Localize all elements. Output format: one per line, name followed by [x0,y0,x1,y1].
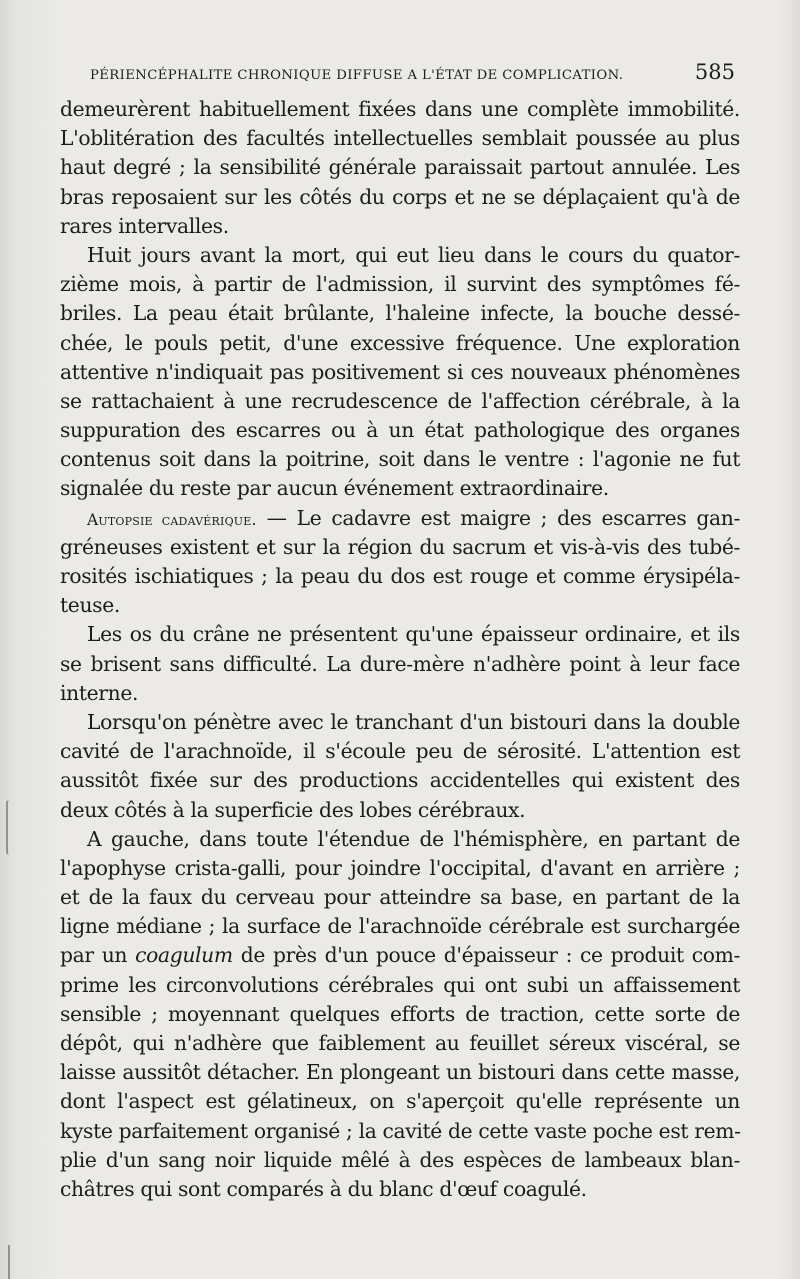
line-text: contenus soit dans la poitrine, soit dans le ventre : l'agonie ne fut [60,447,740,472]
line-text: signalée du reste par aucun événement extraordinaire. [60,476,609,501]
text-line [60,679,740,708]
text-line [60,1058,740,1087]
line-text: Les os du crâne ne présentent qu'une épaisseur ordinaire, et ils [87,622,740,647]
line-text: L'oblitération des facultés intellectuelles semblait poussée au plus [60,126,740,151]
line-text: dépôt, qui n'adhère que faiblement au feuillet séreux viscéral, se [60,1031,740,1055]
page-number: 585 [694,60,735,84]
text-line [60,1146,740,1175]
line-lead: par un [60,943,136,968]
text-line [60,416,740,445]
text-line [60,854,740,883]
text-line [60,737,740,766]
line-text: rares intervalles. [60,213,229,238]
text-line [60,504,740,533]
line-text: sensible ; moyennant quelques efforts de traction, cette sorte de [60,1001,740,1026]
text-line [60,650,740,679]
line-text: aussitôt fixée sur des productions accidentelles qui existent des [60,768,740,793]
line-text: et de la faux du cerveau pour atteindre sa base, en partant de la [60,885,740,910]
line-text: zième mois, à partir de l'admission, il survint des symptômes fé- [60,272,740,297]
text-line [60,1029,740,1058]
line-text: bras reposaient sur les côtés du corps et ne se déplaçaient qu'à de [60,184,740,209]
text-line [60,941,740,970]
text-line [60,153,740,182]
line-text: demeurèrent habituellement fixées dans une complète immobilité. [60,97,740,121]
line-text: interne. [60,680,139,705]
line-text: suppuration des escarres ou à un état pathologique des organes [60,418,740,443]
margin-mark [6,800,12,855]
text-line [60,387,740,416]
italic-term: coagulum [135,943,233,968]
text-line [60,1117,740,1146]
text-line [60,95,740,124]
text-line [60,358,740,387]
line-text: haut degré ; la sensibilité générale paraissait partout annulée. Les [60,155,740,180]
text-line [60,591,740,620]
text-line [60,620,740,649]
text-line [60,329,740,358]
line-text: — Le cadavre est maigre ; des escarres gan- [266,505,740,530]
line-text: briles. La peau était brûlante, l'haleine infecte, la bouche dessé- [60,301,740,326]
text-line [60,1000,740,1029]
text-line [60,1087,740,1116]
text-line [60,708,740,737]
text-line [60,299,740,328]
line-text: Lorsqu'on pénètre avec le tranchant d'un bistouri dans la double [87,709,740,734]
body-text [60,95,740,1204]
line-text: dont l'aspect est gélatineux, on s'aperçoit qu'elle représente un [60,1089,740,1114]
line-text: chée, le pouls petit, d'une excessive fréquence. Une exploration [60,330,740,355]
text-line [60,825,740,854]
line-text: cavité de l'arachnoïde, il s'écoule peu de sérosité. L'attention est [60,739,740,764]
line-text: prime les circonvolutions cérébrales qui ont subi un affaissement [60,972,740,997]
line-text: attentive n'indiquait pas positivement si ces nouveaux phénomènes [60,359,740,384]
line-text: teuse. [60,593,120,618]
line-text: de près d'un pouce d'épaisseur : ce produit com- [240,943,741,968]
text-line [60,766,740,795]
text-line [60,971,740,1000]
text-line [60,241,740,270]
text-line [60,912,740,941]
text-line [60,445,740,474]
line-text: châtres qui sont comparés à du blanc d'œuf coagulé. [60,1176,587,1201]
text-line [60,474,740,503]
line-text: l'apophyse crista-galli, pour joindre l'occipital, d'avant en arrière ; [60,855,740,880]
running-head [90,60,735,86]
text-line [60,796,740,825]
line-text: gréneuses existent et sur la région du sacrum et vis-à-vis des tubé- [60,534,740,559]
text-line [60,212,740,241]
text-line [60,562,740,591]
line-text: kyste parfaitement organisé ; la cavité de cette vaste poche est rem- [60,1118,741,1143]
running-title: PÉRIENCÉPHALITE CHRONIQUE DIFFUSE A L'ÉTAT DE COMPLICATION. [90,68,624,83]
line-text: rosités ischiatiques ; la peau du dos est rouge et comme érysipéla- [60,564,740,588]
line-text: se rattachaient à une recrudescence de l'affection cérébrale, à la [60,388,740,413]
text-line [60,533,740,562]
text-line [60,883,740,912]
line-text: A gauche, dans toute l'étendue de l'hémisphère, en partant de [87,826,740,851]
text-line [60,1175,740,1204]
text-line [60,124,740,153]
line-text: se brisent sans difficulté. La dure-mère n'adhère point à leur face [60,651,740,676]
section-heading: Autopsie cadavérique. [87,510,257,529]
text-line [60,270,740,299]
line-text: laisse aussitôt détacher. En plongeant un bistouri dans cette masse, [60,1060,740,1085]
line-text: Huit jours avant la mort, qui eut lieu dans le cours du quator- [87,242,740,267]
line-text: plie d'un sang noir liquide mêlé à des espèces de lambeaux blan- [60,1147,740,1172]
margin-mark [8,1245,10,1279]
line-text: deux côtés à la superficie des lobes cérébraux. [60,797,526,822]
text-line [60,183,740,212]
line-text: ligne médiane ; la surface de l'arachnoïde cérébrale est surchargée [60,914,740,939]
